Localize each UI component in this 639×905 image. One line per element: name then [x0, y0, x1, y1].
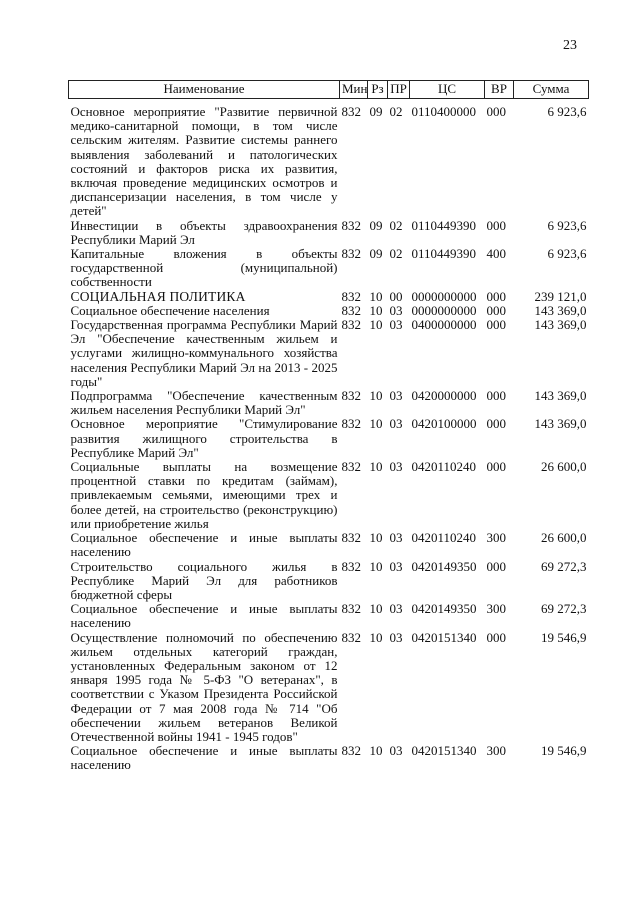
row-name: Основное мероприятие "Стимулирование развития жилищного строительства в Республике Марий Эл" [70, 416, 338, 460]
row-cs: 0400000000 [411, 317, 477, 333]
row-sum: 6 923,6 [547, 104, 587, 119]
row-cs: 0110449390 [411, 246, 477, 262]
row-pr: 03 [389, 317, 403, 333]
row-pr: 03 [389, 629, 403, 645]
row-cs: 0420151340 [411, 629, 477, 645]
header-vr: ВР [485, 81, 514, 99]
header-name: Наименование [69, 81, 340, 99]
row-sum: 19 546,9 [541, 743, 587, 759]
row-pr: 03 [389, 530, 403, 546]
row-min: 832 [341, 217, 361, 233]
row-sum: 69 272,3 [541, 601, 587, 617]
row-sum: 143 369,0 [534, 388, 587, 404]
row-cs: 0110400000 [411, 104, 477, 119]
row-pr: 03 [389, 558, 403, 574]
table-row [69, 631, 589, 745]
row-cs: 0420149350 [411, 558, 477, 574]
row-sum: 239 121,0 [534, 288, 587, 304]
row-sum: 26 600,0 [541, 530, 587, 546]
row-pr: 03 [389, 416, 403, 432]
row-rz: 10 [369, 288, 383, 304]
row-pr: 03 [389, 388, 403, 404]
row-rz: 10 [369, 416, 383, 432]
row-sum: 143 369,0 [534, 317, 587, 333]
row-name: Основное мероприятие "Развитие первичной медико-санитарной помощи, в том числе сельским жителям. Развитие системы раннего выявления заболеваний и патологических состояний и факторов риска их развития, включая проведение медицинских осмотров и диспансеризации населения, в том числе у детей" [70, 104, 338, 219]
table-row [69, 531, 589, 559]
row-min: 832 [341, 288, 361, 304]
row-vr: 000 [486, 317, 506, 333]
row-vr: 000 [486, 459, 506, 475]
row-sum: 69 272,3 [541, 558, 587, 574]
table-header [69, 81, 589, 99]
row-sum: 143 369,0 [534, 302, 587, 318]
row-cs: 0420151340 [411, 743, 477, 759]
header-pr: ПР [388, 81, 410, 99]
row-name: Подпрограмма "Обеспечение качественным жильем населения Республики Марий Эл" [70, 388, 338, 418]
table-row [69, 290, 589, 304]
budget-table [68, 80, 589, 773]
header-rz: Рз [368, 81, 388, 99]
row-pr: 02 [389, 217, 403, 233]
table-row [69, 460, 589, 531]
table-row [69, 417, 589, 460]
row-cs: 0420149350 [411, 601, 477, 617]
row-sum: 6 923,6 [547, 217, 587, 233]
row-min: 832 [341, 246, 361, 262]
row-min: 832 [341, 302, 361, 318]
row-rz: 09 [369, 246, 383, 262]
row-min: 832 [341, 629, 361, 645]
row-name: Социальное обеспечение и иные выплаты населению [70, 601, 338, 631]
row-cs: 0420000000 [411, 388, 477, 404]
row-sum: 26 600,0 [541, 459, 587, 475]
row-min: 832 [341, 104, 361, 119]
row-pr: 02 [389, 246, 403, 262]
row-rz: 10 [369, 558, 383, 574]
row-sum: 6 923,6 [547, 246, 587, 262]
table-row [69, 389, 589, 417]
row-name: Государственная программа Республики Марий Эл "Обеспечение качественным жильем и услугами жилищно-коммунального хозяйства населения Республики Марий Эл на 2013 - 2025 годы" [70, 317, 338, 389]
row-vr: 300 [486, 601, 506, 617]
row-vr: 300 [486, 530, 506, 546]
row-name: Социальное обеспечение и иные выплаты населению [70, 743, 338, 773]
row-vr: 000 [486, 629, 506, 645]
section-title: СОЦИАЛЬНАЯ ПОЛИТИКА [70, 288, 246, 304]
row-min: 832 [341, 317, 361, 333]
page-number: 23 [563, 38, 577, 53]
row-vr: 000 [486, 104, 506, 119]
row-min: 832 [341, 743, 361, 759]
row-cs: 0420110240 [411, 530, 477, 546]
header-min: Мин [340, 81, 368, 99]
row-vr: 000 [486, 416, 506, 432]
table-row [69, 105, 589, 219]
table-row [69, 560, 589, 603]
row-cs: 0420100000 [411, 416, 477, 432]
row-name: Социальное обеспечение и иные выплаты населению [70, 530, 338, 560]
row-sum: 143 369,0 [534, 416, 587, 432]
row-min: 832 [341, 459, 361, 475]
row-min: 832 [341, 601, 361, 617]
header-cs: ЦС [410, 81, 485, 99]
row-name: Осуществление полномочий по обеспечению жильем отдельных категорий граждан, установленных Федеральным законом от 12 января 1995 года № 5-ФЗ "О ветеранах", в соответствии с Указом Президента Российской Федерации от 7 мая 2008 года № 714 "Об обеспечении жильем ветеранов Великой Отечественной войны 1941 - 1945 годов" [70, 629, 338, 744]
row-pr: 00 [389, 288, 403, 304]
row-pr: 03 [389, 743, 403, 759]
row-rz: 10 [369, 530, 383, 546]
row-name: Социальное обеспечение населения [70, 302, 270, 318]
row-min: 832 [341, 558, 361, 574]
row-rz: 10 [369, 459, 383, 475]
row-rz: 10 [369, 302, 383, 318]
table-body [69, 99, 589, 773]
row-rz: 10 [369, 629, 383, 645]
row-rz: 10 [369, 317, 383, 333]
row-min: 832 [341, 530, 361, 546]
row-pr: 03 [389, 601, 403, 617]
row-vr: 000 [486, 558, 506, 574]
row-vr: 000 [486, 388, 506, 404]
row-name: Социальные выплаты на возмещение процентной ставки по кредитам (займам), привлекаемым семьями, имеющими трех и более детей, на строительство (реконструкцию) или приобретение жилья [70, 459, 338, 531]
row-name: Капитальные вложения в объекты государственной (муниципальной) собственности [70, 246, 338, 290]
row-rz: 10 [369, 743, 383, 759]
row-rz: 10 [369, 388, 383, 404]
row-name: Инвестиции в объекты здравоохранения Республики Марий Эл [70, 217, 338, 247]
row-vr: 300 [486, 743, 506, 759]
row-pr: 03 [389, 459, 403, 475]
table-row [69, 744, 589, 772]
row-vr: 000 [486, 217, 506, 233]
row-rz: 09 [369, 104, 383, 119]
row-name: Строительство социального жилья в Республике Марий Эл для работников бюджетной сферы [70, 558, 338, 602]
table-row [69, 602, 589, 630]
row-vr: 000 [486, 302, 506, 318]
table-row [69, 304, 589, 318]
row-cs: 0000000000 [411, 288, 477, 304]
header-sum: Сумма [514, 81, 589, 99]
row-cs: 0110449390 [411, 217, 477, 233]
row-cs: 0420110240 [411, 459, 477, 475]
table-row [69, 219, 589, 247]
table-row [69, 247, 589, 290]
row-cs: 0000000000 [411, 302, 477, 318]
row-sum: 19 546,9 [541, 629, 587, 645]
row-min: 832 [341, 388, 361, 404]
table-row [69, 318, 589, 389]
row-pr: 02 [389, 104, 403, 119]
row-vr: 000 [486, 288, 506, 304]
row-rz: 09 [369, 217, 383, 233]
row-vr: 400 [486, 246, 506, 262]
row-pr: 03 [389, 302, 403, 318]
row-min: 832 [341, 416, 361, 432]
row-rz: 10 [369, 601, 383, 617]
